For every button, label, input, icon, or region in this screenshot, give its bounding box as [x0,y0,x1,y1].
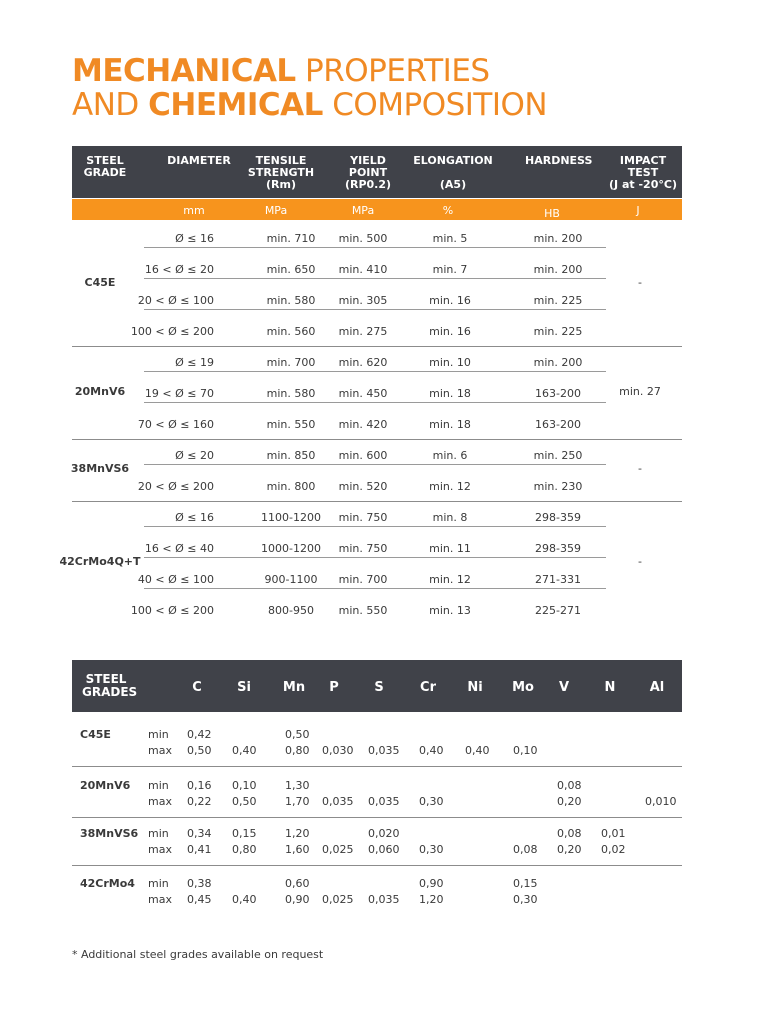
group-divider [72,439,682,440]
mech-cell-diameter: 70 < Ø ≤ 160 [137,418,214,431]
mech-cell-diameter: 16 < Ø ≤ 20 [144,263,214,276]
chem-header-mn: Mn [282,680,306,695]
chem-min-value: 1,20 [285,827,310,840]
row-divider [144,464,606,465]
chem-max-value: 0,20 [557,795,582,808]
mech-cell: min. 10 [429,356,471,369]
chem-max-value: 0,40 [232,744,257,757]
group-divider [72,501,682,502]
chem-max-value: 0,30 [419,795,444,808]
mech-cell: min. 200 [533,356,583,369]
chem-max-value: 0,035 [322,795,354,808]
row-divider [144,402,606,403]
chem-min-value: 1,30 [285,779,310,792]
mech-cell: min. 580 [266,387,316,400]
chem-max-label: max [148,744,172,757]
mech-unit-3: % [442,204,454,217]
page-title: MECHANICAL PROPERTIES AND CHEMICAL COMPOSITION [72,53,548,123]
mechanical-table-header [72,146,682,198]
chem-max-value: 0,40 [232,893,257,906]
chem-max-value: 0,40 [465,744,490,757]
chem-min-label: min [148,827,169,840]
mech-unit-2: MPa [351,204,375,217]
mech-cell: min. 450 [338,387,388,400]
mech-header-3: YIELD POINT (RP0.2) [344,154,392,191]
chem-min-value: 0,16 [187,779,212,792]
chem-max-value: 0,010 [645,795,677,808]
chem-max-value: 0,30 [419,843,444,856]
chem-group-divider [72,817,682,818]
mech-cell: 900-1100 [264,573,318,586]
mech-cell: min. 600 [338,449,388,462]
row-divider [144,309,606,310]
chem-header-p: P [329,680,339,695]
mech-cell: 298-359 [535,542,581,555]
mech-grade: 38MnVS6 [70,462,130,475]
chem-header-v: V [558,680,570,695]
mech-cell: 225-271 [535,604,581,617]
chem-max-label: max [148,893,172,906]
mech-header-5: HARDNESS [525,154,593,167]
row-divider [144,557,606,558]
mechanical-units-row [72,199,682,220]
chem-max-value: 0,030 [322,744,354,757]
chem-max-label: max [148,843,172,856]
mech-cell: min. 12 [429,573,471,586]
mech-cell: min. 850 [266,449,316,462]
chem-max-label: max [148,795,172,808]
chem-max-value: 0,45 [187,893,212,906]
mech-unit-5: J [636,204,640,217]
mech-impact: - [638,462,642,475]
mech-cell: min. 16 [429,294,471,307]
chem-max-value: 0,30 [513,893,538,906]
mech-cell: min. 225 [533,294,583,307]
chem-max-value: 0,40 [419,744,444,757]
chem-max-value: 0,50 [232,795,257,808]
mech-cell: min. 420 [338,418,388,431]
mech-cell: min. 750 [338,511,388,524]
mech-cell: 271-331 [535,573,581,586]
row-divider [144,278,606,279]
chem-header-ni: Ni [467,680,483,695]
mech-grade: 42CrMo4Q+T [59,555,141,568]
mech-unit-4: HB [544,207,560,220]
mech-cell: min. 410 [338,263,388,276]
mech-cell-diameter: 19 < Ø ≤ 70 [144,387,214,400]
mech-cell: min. 250 [533,449,583,462]
mech-cell: min. 12 [429,480,471,493]
mech-cell-diameter: 16 < Ø ≤ 40 [144,542,214,555]
chem-max-value: 0,50 [187,744,212,757]
mech-grade: 20MnV6 [74,384,126,398]
mech-cell: min. 800 [266,480,316,493]
mech-header-1: DIAMETER [167,154,231,167]
mech-unit-0: mm [183,204,205,217]
mech-header-2: TENSILE STRENGTH (Rm) [247,154,315,191]
chem-min-label: min [148,779,169,792]
mech-cell: min. 650 [266,263,316,276]
chem-min-value: 0,15 [232,827,257,840]
chem-header-grade: STEEL GRADES [82,672,138,699]
mech-cell: min. 13 [429,604,471,617]
mech-impact: min. 27 [619,384,661,398]
mech-cell: min. 500 [338,232,388,245]
mech-cell: min. 305 [338,294,388,307]
chem-min-value: 0,38 [187,877,212,890]
group-divider [72,346,682,347]
mech-cell: min. 750 [338,542,388,555]
chem-max-value: 0,10 [513,744,538,757]
chem-max-value: 0,90 [285,893,310,906]
mech-cell: min. 230 [533,480,583,493]
mech-cell: min. 580 [266,294,316,307]
row-divider [144,247,606,248]
mech-cell: min. 550 [338,604,388,617]
chem-min-label: min [148,728,169,741]
mech-impact: - [638,555,642,568]
chem-max-value: 0,035 [368,795,400,808]
chem-max-value: 0,80 [232,843,257,856]
mech-cell: 298-359 [535,511,581,524]
chem-max-value: 0,22 [187,795,212,808]
chem-min-value: 0,90 [419,877,444,890]
chem-min-value: 0,34 [187,827,212,840]
mech-cell-diameter: Ø ≤ 19 [175,356,214,369]
mech-cell: 163-200 [535,387,581,400]
chem-min-value: 0,08 [557,827,582,840]
chem-group-divider [72,766,682,767]
chem-header-s: S [374,680,384,695]
mech-cell: min. 5 [432,232,468,245]
mech-cell: 1100-1200 [261,511,321,524]
mech-cell: min. 200 [533,232,583,245]
chem-min-value: 0,60 [285,877,310,890]
mech-cell: min. 16 [429,325,471,338]
chem-max-value: 1,70 [285,795,310,808]
mech-cell: min. 700 [338,573,388,586]
mech-cell-diameter: 20 < Ø ≤ 200 [137,480,214,493]
chem-max-value: 0,035 [368,744,400,757]
chem-min-value: 0,50 [285,728,310,741]
mech-cell: min. 8 [432,511,468,524]
chem-min-value: 0,10 [232,779,257,792]
chem-min-value: 0,15 [513,877,538,890]
mech-impact: - [638,276,642,289]
row-divider [144,371,606,372]
mech-grade: C45E [84,276,116,289]
mech-cell: 800-950 [268,604,314,617]
mech-cell: min. 520 [338,480,388,493]
chem-min-label: min [148,877,169,890]
mech-cell-diameter: Ø ≤ 16 [175,511,214,524]
mech-cell: min. 18 [429,387,471,400]
mech-cell: min. 710 [266,232,316,245]
mech-cell: min. 200 [533,263,583,276]
chem-min-value: 0,42 [187,728,212,741]
mech-cell: min. 6 [432,449,468,462]
mech-cell: min. 550 [266,418,316,431]
mech-cell-diameter: 100 < Ø ≤ 200 [130,325,214,338]
chem-max-value: 0,025 [322,843,354,856]
mech-cell: min. 18 [429,418,471,431]
chemical-table-header [72,660,682,712]
chem-header-al: Al [649,680,665,695]
chem-header-si: Si [237,680,251,695]
chem-max-value: 0,035 [368,893,400,906]
chem-max-value: 1,20 [419,893,444,906]
mech-cell: 1000-1200 [261,542,321,555]
mech-header-4: ELONGATION (A5) [413,154,493,191]
chem-min-value: 0,01 [601,827,626,840]
mech-cell: min. 560 [266,325,316,338]
row-divider [144,588,606,589]
chem-grade: 42CrMo4 [80,877,135,890]
chem-max-value: 1,60 [285,843,310,856]
mech-cell-diameter: 100 < Ø ≤ 200 [130,604,214,617]
chem-max-value: 0,025 [322,893,354,906]
chem-max-value: 0,08 [513,843,538,856]
mech-cell: min. 275 [338,325,388,338]
chem-header-c: C [192,680,202,695]
chem-grade: 20MnV6 [80,779,131,792]
mech-cell: 163-200 [535,418,581,431]
mech-cell: min. 620 [338,356,388,369]
chem-min-value: 0,08 [557,779,582,792]
chem-max-value: 0,02 [601,843,626,856]
mech-cell: min. 700 [266,356,316,369]
chem-header-mo: Mo [512,680,534,695]
chem-header-cr: Cr [420,680,436,695]
mech-cell-diameter: Ø ≤ 16 [175,232,214,245]
chem-grade: 38MnVS6 [80,827,139,840]
mech-cell-diameter: 40 < Ø ≤ 100 [137,573,214,586]
chem-grade: C45E [80,728,111,741]
footnote: * Additional steel grades available on request [72,948,324,961]
mech-cell: min. 11 [429,542,471,555]
row-divider [144,526,606,527]
chem-max-value: 0,20 [557,843,582,856]
chem-header-n: N [604,680,616,695]
chem-group-divider [72,865,682,866]
mech-cell: min. 225 [533,325,583,338]
mech-cell: min. 7 [432,263,468,276]
mech-cell-diameter: 20 < Ø ≤ 100 [137,294,214,307]
chem-max-value: 0,80 [285,744,310,757]
chem-max-value: 0,060 [368,843,400,856]
mech-header-6: IMPACT TEST (J at -20°C) [609,154,677,191]
chem-max-value: 0,41 [187,843,212,856]
mech-header-0: STEEL GRADE [83,154,127,179]
mech-cell-diameter: Ø ≤ 20 [175,449,214,462]
mech-unit-1: MPa [264,204,288,217]
chem-min-value: 0,020 [368,827,400,840]
